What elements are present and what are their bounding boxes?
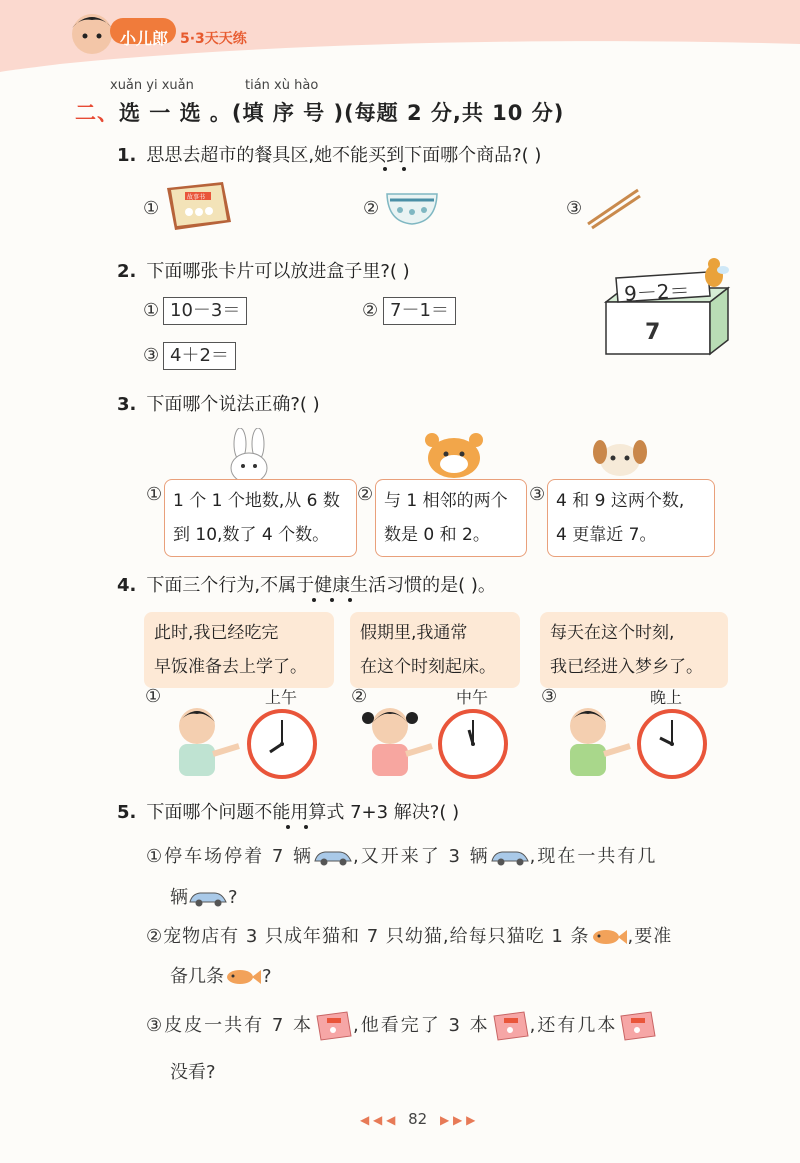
q3-option-1-mark[interactable]: ① — [146, 484, 163, 505]
q2-option-1-mark[interactable]: ① — [143, 300, 160, 321]
q5-o1-text-b: ,又开来了 3 辆 — [353, 846, 490, 867]
q3-s2-line2: 数是 0 和 2。 — [384, 525, 490, 545]
q3-option-2-mark[interactable]: ② — [357, 484, 374, 505]
q5-option-2-cont — [170, 962, 272, 988]
series-name: 5·3天天练 — [180, 31, 247, 47]
q2-card-1: 10－3＝ — [163, 297, 247, 325]
fish-icon — [224, 967, 262, 987]
q4-option-3-mark[interactable]: ③ — [541, 686, 558, 707]
q5-option-1-cont — [170, 883, 238, 909]
q2-option-2-mark[interactable]: ② — [362, 300, 379, 321]
q1-option-3-mark[interactable]: ③ — [566, 198, 583, 219]
q5-o1-text-a: 停车场停着 7 辆 — [164, 846, 314, 867]
q4-option-2-mark[interactable]: ② — [351, 686, 368, 707]
boy-1-icon — [165, 700, 245, 778]
bee-sign-card: 9－2＝ — [623, 278, 691, 306]
q5-option-2 — [146, 922, 672, 948]
car-icon — [313, 847, 353, 867]
pinyin-xuanyixuan: xuǎn yi xuǎn — [110, 78, 194, 93]
book-icon — [313, 1010, 353, 1042]
q3-s3-line2: 4 更靠近 7。 — [556, 525, 657, 545]
q3-statement-1 — [164, 479, 357, 557]
bowl-icon — [384, 188, 440, 228]
q1-option-1-mark[interactable]: ① — [143, 198, 160, 219]
q5-o2-text-a: 宠物店有 3 只成年猫和 7 只幼猫,给每只猫吃 1 条 — [163, 926, 590, 947]
q3-statement-3 — [547, 479, 715, 557]
q5-o1-text-d: 辆 — [170, 887, 188, 908]
tiger-icon — [422, 430, 486, 478]
fish-icon — [590, 927, 628, 947]
q4-s3-line1: 每天在这个时刻, — [550, 623, 675, 643]
question-1 — [117, 141, 541, 167]
q1-number: 1. — [117, 145, 137, 166]
pinyin-tianxuhao: tián xù hào — [245, 78, 319, 93]
section-title-text: 选 一 选 。(填 序 号 )(每题 2 分,共 10 分) — [119, 101, 565, 125]
q5-o2-text-c: 备几条 — [170, 966, 224, 987]
q3-number: 3. — [117, 394, 137, 415]
q5-o3-text-d: 没看? — [170, 1062, 216, 1083]
q5-o1-text-c: ,现在一共有几 — [529, 846, 658, 867]
q5-o3-text-a: 皮皮一共有 7 本 — [164, 1015, 314, 1036]
q1-text: 思思去超市的餐具区,她不能买到下面哪个商品?( ) — [146, 145, 542, 166]
storybook-icon — [163, 180, 235, 232]
q5-o1-text-e: ? — [228, 887, 238, 908]
q5-text: 下面哪个问题不能用算式 7+3 解决?( ) — [146, 802, 460, 823]
clock-10-icon — [636, 708, 708, 780]
q3-option-3-mark[interactable]: ③ — [529, 484, 546, 505]
q4-s2-line2: 在这个时刻起床。 — [360, 657, 496, 677]
box-illustration — [600, 258, 732, 358]
q5-option-2-mark[interactable]: ② — [146, 926, 164, 947]
q4-option-1-mark[interactable]: ① — [145, 686, 162, 707]
q5-o3-text-b: ,他看完了 3 本 — [353, 1015, 490, 1036]
book-icon — [617, 1010, 657, 1042]
book-icon — [490, 1010, 530, 1042]
q3-s1-line1: 1 个 1 个地数,从 6 数 — [173, 491, 340, 511]
q4-speech-2 — [350, 612, 520, 688]
q4-s3-line2: 我已经进入梦乡了。 — [550, 657, 703, 677]
q4-time-3: 晚上 — [650, 688, 683, 707]
boy-2-icon — [556, 700, 636, 778]
q3-s3-line1: 4 和 9 这两个数, — [556, 491, 685, 511]
clock-8-icon — [246, 708, 318, 780]
page-number: 82 — [408, 1110, 428, 1128]
q4-s1-line2: 早饭准备去上学了。 — [154, 657, 307, 677]
q5-number: 5. — [117, 802, 137, 823]
q3-statement-2 — [375, 479, 527, 557]
page-footer — [360, 1110, 475, 1128]
q5-option-1-mark[interactable]: ① — [146, 846, 165, 867]
q5-option-3 — [146, 1010, 657, 1042]
q3-s1-line2: 到 10,数了 4 个数。 — [173, 525, 330, 545]
section-title — [75, 97, 564, 127]
q5-o2-text-b: ,要准 — [627, 926, 673, 947]
question-4 — [117, 571, 496, 597]
q3-s2-line1: 与 1 相邻的两个 — [384, 491, 508, 511]
q5-option-3-mark[interactable]: ③ — [146, 1015, 165, 1036]
q5-option-1 — [146, 842, 657, 868]
puppy-icon — [590, 432, 650, 478]
q4-number: 4. — [117, 575, 137, 596]
q4-speech-1 — [144, 612, 334, 688]
section-number: 二、 — [75, 101, 119, 125]
q2-text: 下面哪张卡片可以放进盒子里?( ) — [146, 261, 410, 282]
q1-option-2-mark[interactable]: ② — [363, 198, 380, 219]
q4-time-2: 中午 — [456, 688, 489, 707]
q4-time-1: 上午 — [265, 688, 298, 707]
svg-text:故事书: 故事书 — [187, 194, 206, 201]
left-arrows-icon: ◀ ◀ ◀ — [360, 1113, 396, 1127]
q4-s2-line1: 假期里,我通常 — [360, 623, 468, 643]
right-arrows-icon: ▶ ▶ ▶ — [439, 1113, 476, 1127]
q2-number: 2. — [117, 261, 137, 282]
box-number: 7 — [645, 320, 661, 345]
q4-speech-3 — [540, 612, 728, 688]
car-icon — [188, 888, 228, 908]
q2-card-2: 7－1＝ — [383, 297, 456, 325]
q3-text: 下面哪个说法正确?( ) — [146, 394, 320, 415]
question-5 — [117, 798, 459, 824]
car-icon — [490, 847, 530, 867]
q5-o3-text-c: ,还有几本 — [529, 1015, 618, 1036]
q5-o2-text-d: ? — [262, 966, 272, 987]
question-3 — [117, 390, 320, 416]
q2-card-3: 4＋2＝ — [163, 342, 236, 370]
brand-logo: 小儿郎 — [120, 29, 169, 48]
chopsticks-icon — [586, 186, 642, 230]
q2-option-3-mark[interactable]: ③ — [143, 345, 160, 366]
rabbit-icon — [218, 428, 282, 484]
question-2 — [117, 257, 410, 283]
girl-icon — [356, 700, 436, 778]
q4-s1-line1: 此时,我已经吃完 — [154, 623, 279, 643]
q4-text: 下面三个行为,不属于健康生活习惯的是( )。 — [146, 575, 496, 596]
clock-11-icon — [437, 708, 509, 780]
